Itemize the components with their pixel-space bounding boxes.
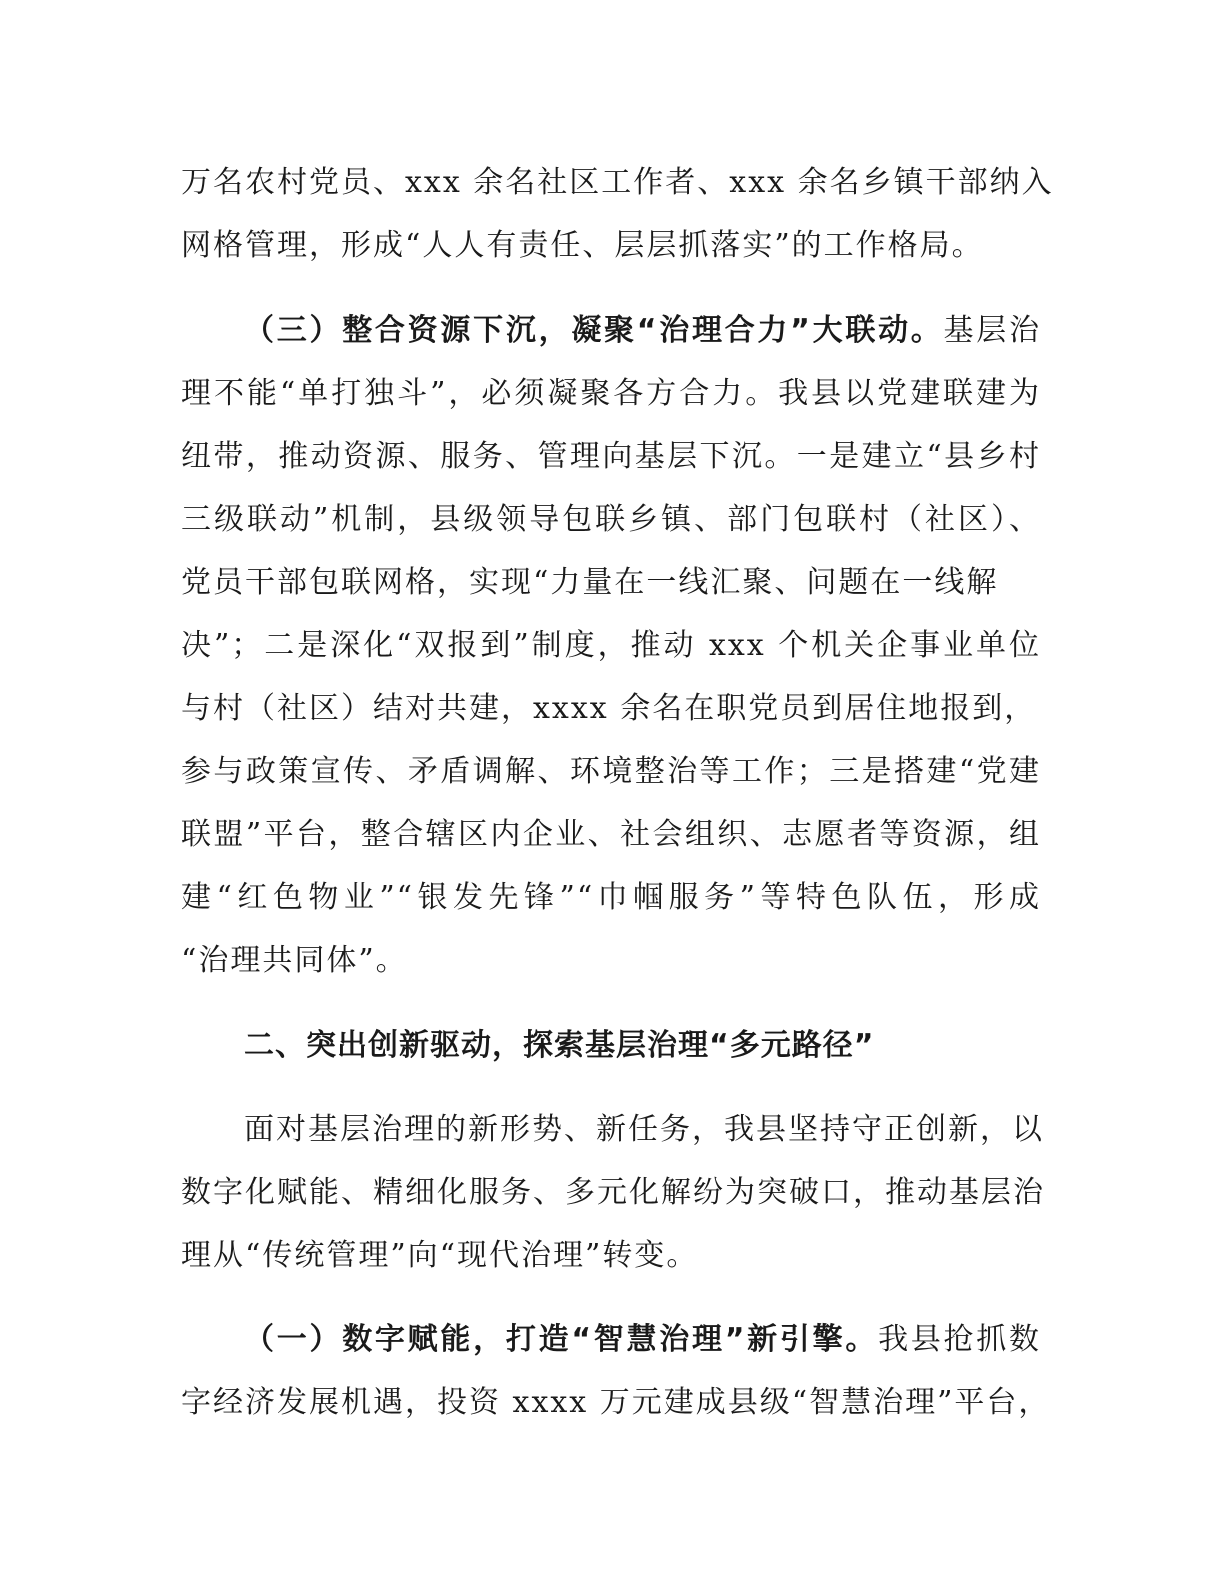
section-3-title: （三）整合资源下沉，凝聚“治理合力”大联动。 (244, 313, 944, 348)
paragraph-line: 三级联动”机制，县级领导包联乡镇、部门包联村（社区）、 (181, 502, 1041, 537)
paragraph-line: 万名农村党员、xxx 余名社区工作者、xxx 余名乡镇干部纳入 (181, 165, 1054, 200)
paragraph-line: 参与政策宣传、矛盾调解、环境整治等工作；三是搭建“党建 (181, 754, 1041, 789)
paragraph-line: 字经济发展机遇，投资 xxxx 万元建成县级“智慧治理”平台， (181, 1385, 1051, 1420)
paragraph-line: 网格管理，形成“人人有责任、层层抓落实”的工作格局。 (181, 228, 984, 263)
paragraph-line: 党员干部包联网格，实现“力量在一线汇聚、问题在一线解 (181, 565, 999, 600)
paragraph-line: “治理共同体”。 (181, 943, 408, 978)
section-2-1-title: （一）数字赋能，打造“智慧治理”新引擎。 (244, 1322, 879, 1357)
section-2-1-text: 我县抢抓数 (878, 1322, 1042, 1357)
paragraph-line: 与村（社区）结对共建，xxxx 余名在职党员到居住地报到， (181, 691, 1037, 726)
paragraph-line: 理从“传统管理”向“现代治理”转变。 (181, 1238, 699, 1273)
section-2-1-first-line (244, 1320, 1041, 1360)
paragraph-line: 理不能“单打独斗”，必须凝聚各方合力。我县以党建联建为 (181, 376, 1041, 411)
section-3-first-line (244, 311, 1041, 351)
paragraph-line: 面对基层治理的新形势、新任务，我县坚持守正创新，以 (244, 1112, 1044, 1147)
section-3-text: 基层治 (943, 313, 1042, 348)
paragraph-line: 联盟”平台，整合辖区内企业、社会组织、志愿者等资源，组 (181, 817, 1041, 852)
paragraph-line: 建“红色物业”“银发先锋”“巾帼服务”等特色队伍，形成 (181, 880, 1041, 915)
paragraph-line: 决”；二是深化“双报到”制度，推动 xxx 个机关企事业单位 (181, 628, 1041, 663)
section-heading: 二、突出创新驱动，探索基层治理“多元路径” (244, 1028, 875, 1063)
paragraph-line: 纽带，推动资源、服务、管理向基层下沉。一是建立“县乡村 (181, 439, 1041, 474)
paragraph-line: 数字化赋能、精细化服务、多元化解纷为突破口，推动基层治 (181, 1175, 1045, 1210)
